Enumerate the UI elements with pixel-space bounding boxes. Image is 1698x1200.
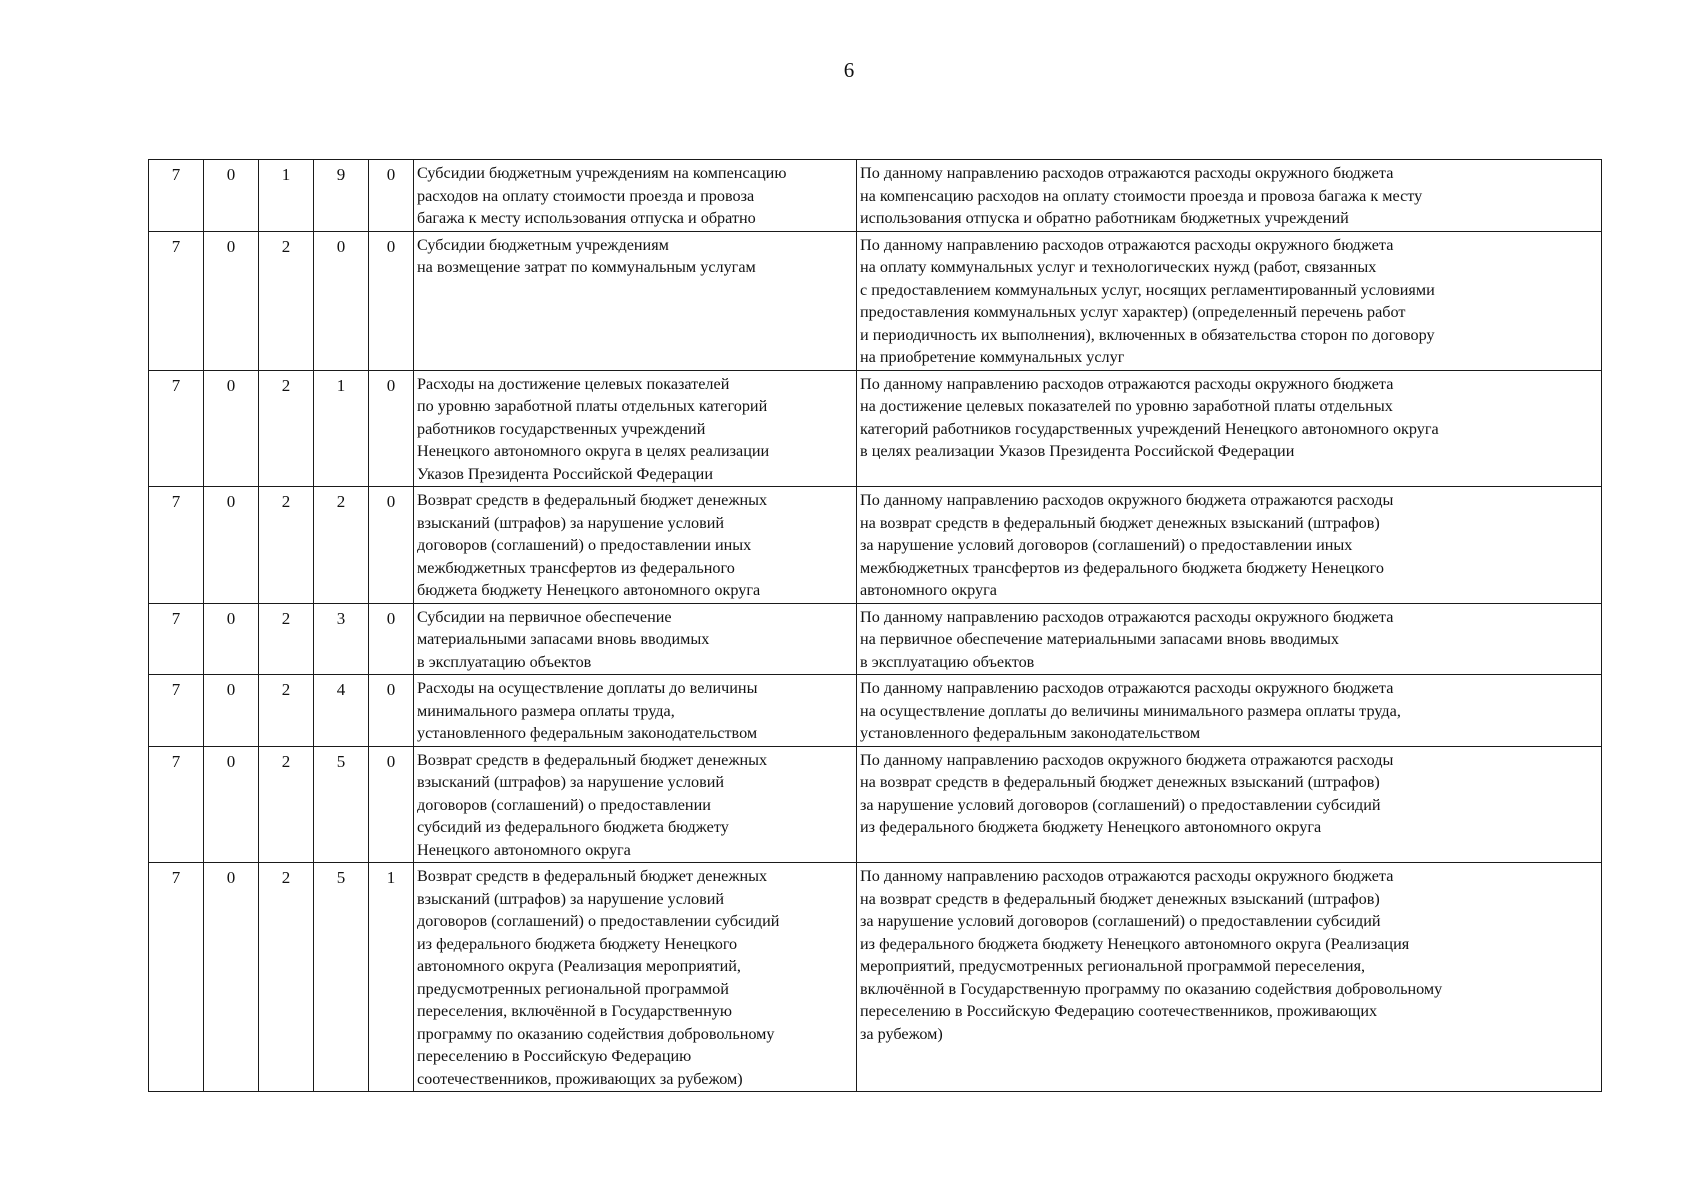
code-digit-cell: 7 <box>149 160 204 232</box>
expense-description-cell <box>857 746 1602 863</box>
expense-description-line: на возврат средств в федеральный бюджет денежных взысканий (штрафов) <box>860 889 1380 908</box>
expense-description-line: и периодичность их выполнения), включенных в обязательства сторон по договору <box>860 325 1435 344</box>
table-row <box>149 603 1602 675</box>
expense-description-line: из федерального бюджета бюджету Ненецкого автономного округа <box>860 818 1322 836</box>
expense-name-line: багажа к месту использования отпуска и обратно <box>417 209 756 227</box>
expense-name-line: расходов на оплату стоимости проезда и провоза <box>417 186 755 205</box>
table-row <box>149 370 1602 487</box>
expense-name-cell <box>414 370 857 487</box>
code-digit-cell: 5 <box>314 746 369 863</box>
code-digit-cell: 0 <box>314 231 369 370</box>
expense-description-line: По данному направлению расходов отражаются расходы окружного бюджета <box>860 235 1394 254</box>
expense-name-line: Расходы на достижение целевых показателей <box>417 374 730 393</box>
expense-name-line: автономного округа (Реализация мероприятий, <box>417 957 741 975</box>
expense-description-line: на возврат средств в федеральный бюджет денежных взысканий (штрафов) <box>860 773 1380 791</box>
expense-description-cell <box>857 603 1602 675</box>
expense-name-line: предусмотренных региональной программой <box>417 979 729 998</box>
expense-name-cell <box>414 603 857 675</box>
code-digit-cell: 1 <box>369 863 414 1092</box>
code-digit-cell: 0 <box>369 746 414 863</box>
expense-name-line: Указов Президента Российской Федерации <box>417 464 714 483</box>
expense-name-cell <box>414 863 857 1092</box>
expense-name-cell <box>414 746 857 863</box>
expense-name-line: субсидий из федерального бюджета бюджету <box>417 818 729 836</box>
expense-description-line: предоставления коммунальных услуг характер) (определенный перечень работ <box>860 303 1406 321</box>
expense-description-cell <box>857 160 1602 232</box>
expense-name-line: Субсидии бюджетным учреждениям на компенсацию <box>417 164 787 182</box>
code-digit-cell: 0 <box>369 370 414 487</box>
code-digit-cell: 0 <box>204 863 259 1092</box>
expense-name-line: на возмещение затрат по коммунальным услугам <box>417 258 756 276</box>
expense-description-line: на возврат средств в федеральный бюджет денежных взысканий (штрафов) <box>860 513 1380 532</box>
expense-name-line: переселения, включённой в Государственную <box>417 1002 732 1020</box>
expense-description-line: категорий работников государственных учреждений Ненецкого автономного округа <box>860 419 1439 438</box>
code-digit-cell: 0 <box>369 231 414 370</box>
expense-description-line: использования отпуска и обратно работникам бюджетных учреждений <box>860 209 1349 227</box>
code-digit-cell: 2 <box>259 370 314 487</box>
expense-name-line: взысканий (штрафов) за нарушение условий <box>417 889 725 908</box>
code-digit-cell: 7 <box>149 370 204 487</box>
expense-description-cell <box>857 487 1602 604</box>
expense-description-line: По данному направлению расходов отражаются расходы окружного бюджета <box>860 164 1394 182</box>
expense-description-line: По данному направлению расходов окружного бюджета отражаются расходы <box>860 491 1394 509</box>
code-digit-cell: 2 <box>259 746 314 863</box>
expense-description-line: автономного округа <box>860 581 997 599</box>
code-digit-cell: 7 <box>149 603 204 675</box>
expense-description-line: По данному направлению расходов отражаются расходы окружного бюджета <box>860 867 1394 885</box>
code-digit-cell: 0 <box>369 160 414 232</box>
code-digit-cell: 7 <box>149 675 204 747</box>
code-digit-cell: 2 <box>259 675 314 747</box>
expense-description-line: на приобретение коммунальных услуг <box>860 348 1125 366</box>
code-digit-cell: 2 <box>259 487 314 604</box>
code-digit-cell: 4 <box>314 675 369 747</box>
expense-description-line: в эксплуатацию объектов <box>860 652 1035 671</box>
expense-name-line: Ненецкого автономного округа <box>417 840 631 859</box>
expense-name-line: Субсидии бюджетным учреждениям <box>417 235 669 254</box>
expense-name-line: договоров (соглашений) о предоставлении субсидий <box>417 912 780 930</box>
expense-name-line: Ненецкого автономного округа в целях реализации <box>417 442 770 460</box>
expense-description-cell <box>857 863 1602 1092</box>
expense-name-line: минимального размера оплаты труда, <box>417 701 675 720</box>
expense-name-line: взысканий (штрафов) за нарушение условий <box>417 773 725 791</box>
expense-description-line: на достижение целевых показателей по уровню заработной платы отдельных <box>860 397 1393 415</box>
expense-name-line: Возврат средств в федеральный бюджет денежных <box>417 750 768 769</box>
code-digit-cell: 3 <box>314 603 369 675</box>
expense-name-line: Расходы на осуществление доплаты до величины <box>417 679 758 697</box>
table-row <box>149 487 1602 604</box>
table-row <box>149 231 1602 370</box>
page-number: 6 <box>843 58 855 82</box>
code-digit-cell: 7 <box>149 746 204 863</box>
table-row <box>149 863 1602 1092</box>
expense-description-cell <box>857 231 1602 370</box>
code-digit-cell: 0 <box>204 370 259 487</box>
expense-description-line: с предоставлением коммунальных услуг, носящих регламентированный условиями <box>860 280 1435 299</box>
expense-description-line: включённой в Государственную программу по оказанию содействия добровольному <box>860 979 1443 998</box>
expense-name-line: договоров (соглашений) о предоставлении иных <box>417 536 752 554</box>
expense-description-line: на компенсацию расходов на оплату стоимости проезда и провоза багажа к месту <box>860 186 1423 205</box>
code-digit-cell: 2 <box>259 231 314 370</box>
expense-name-line: Субсидии на первичное обеспечение <box>417 607 672 626</box>
code-digit-cell: 0 <box>204 487 259 604</box>
expense-name-line: Возврат средств в федеральный бюджет денежных <box>417 867 768 885</box>
code-digit-cell: 0 <box>369 487 414 604</box>
expense-name-line: в эксплуатацию объектов <box>417 652 592 671</box>
expense-name-cell <box>414 487 857 604</box>
code-digit-cell: 0 <box>204 746 259 863</box>
code-digit-cell: 0 <box>204 160 259 232</box>
expense-description-cell <box>857 675 1602 747</box>
expense-name-line: материальными запасами вновь вводимых <box>417 630 710 648</box>
code-digit-cell: 0 <box>204 603 259 675</box>
expense-description-line: в целях реализации Указов Президента Российской Федерации <box>860 442 1295 460</box>
expense-description-line: По данному направлению расходов окружного бюджета отражаются расходы <box>860 750 1394 769</box>
expense-description-line: на оплату коммунальных услуг и технологических нужд (работ, связанных <box>860 258 1377 276</box>
expense-description-line: По данному направлению расходов отражаются расходы окружного бюджета <box>860 607 1394 626</box>
code-digit-cell: 2 <box>259 603 314 675</box>
expense-name-line: переселению в Российскую Федерацию <box>417 1047 692 1065</box>
expense-name-line: межбюджетных трансфертов из федерального <box>417 558 735 577</box>
expense-description-line: за нарушение условий договоров (соглашений) о предоставлении субсидий <box>860 795 1381 814</box>
code-digit-cell: 0 <box>204 231 259 370</box>
code-digit-cell: 0 <box>204 675 259 747</box>
code-digit-cell: 0 <box>369 675 414 747</box>
code-digit-cell: 9 <box>314 160 369 232</box>
expense-name-line: программу по оказанию содействия добровольному <box>417 1024 775 1043</box>
expense-description-line: установленного федеральным законодательством <box>860 724 1201 742</box>
expense-description-line: По данному направлению расходов отражаются расходы окружного бюджета <box>860 679 1394 697</box>
table-row <box>149 160 1602 232</box>
code-digit-cell: 2 <box>259 863 314 1092</box>
expense-name-line: из федерального бюджета бюджету Ненецкого <box>417 934 738 953</box>
expense-description-line: за рубежом) <box>860 1024 943 1043</box>
expense-description-line: По данному направлению расходов отражаются расходы окружного бюджета <box>860 374 1394 393</box>
table-row <box>149 675 1602 747</box>
expense-name-cell <box>414 675 857 747</box>
expense-description-line: из федерального бюджета бюджету Ненецкого автономного округа (Реализация <box>860 934 1410 953</box>
expense-description-line: мероприятий, предусмотренных региональной программой переселения, <box>860 957 1366 975</box>
expense-description-line: за нарушение условий договоров (соглашений) о предоставлении иных <box>860 536 1353 554</box>
code-digit-cell: 0 <box>369 603 414 675</box>
expense-name-line: Возврат средств в федеральный бюджет денежных <box>417 491 768 509</box>
code-digit-cell: 1 <box>259 160 314 232</box>
table-body <box>149 160 1602 1092</box>
expense-description-line: за нарушение условий договоров (соглашений) о предоставлении субсидий <box>860 912 1381 930</box>
expense-description-line: на первичное обеспечение материальными запасами вновь вводимых <box>860 630 1340 648</box>
expense-name-line: взысканий (штрафов) за нарушение условий <box>417 513 725 532</box>
expense-description-line: переселению в Российскую Федерацию соотечественников, проживающих <box>860 1002 1378 1020</box>
expense-name-line: договоров (соглашений) о предоставлении <box>417 795 711 814</box>
expense-name-line: работников государственных учреждений <box>417 419 706 438</box>
expense-name-line: соотечественников, проживающих за рубежом) <box>417 1069 743 1088</box>
expense-name-line: бюджета бюджету Ненецкого автономного округа <box>417 581 761 599</box>
table-row <box>149 746 1602 863</box>
code-digit-cell: 2 <box>314 487 369 604</box>
expense-name-cell <box>414 160 857 232</box>
code-digit-cell: 5 <box>314 863 369 1092</box>
expense-name-line: установленного федеральным законодательством <box>417 724 758 742</box>
expense-description-cell <box>857 370 1602 487</box>
expense-description-line: на осуществление доплаты до величины минимального размера оплаты труда, <box>860 701 1401 720</box>
code-digit-cell: 7 <box>149 487 204 604</box>
code-digit-cell: 7 <box>149 863 204 1092</box>
expense-description-line: межбюджетных трансфертов из федерального бюджета бюджету Ненецкого <box>860 558 1384 577</box>
expense-name-cell <box>414 231 857 370</box>
code-digit-cell: 1 <box>314 370 369 487</box>
code-digit-cell: 7 <box>149 231 204 370</box>
expense-name-line: по уровню заработной платы отдельных категорий <box>417 397 768 415</box>
budget-codes-table <box>148 159 1602 1092</box>
